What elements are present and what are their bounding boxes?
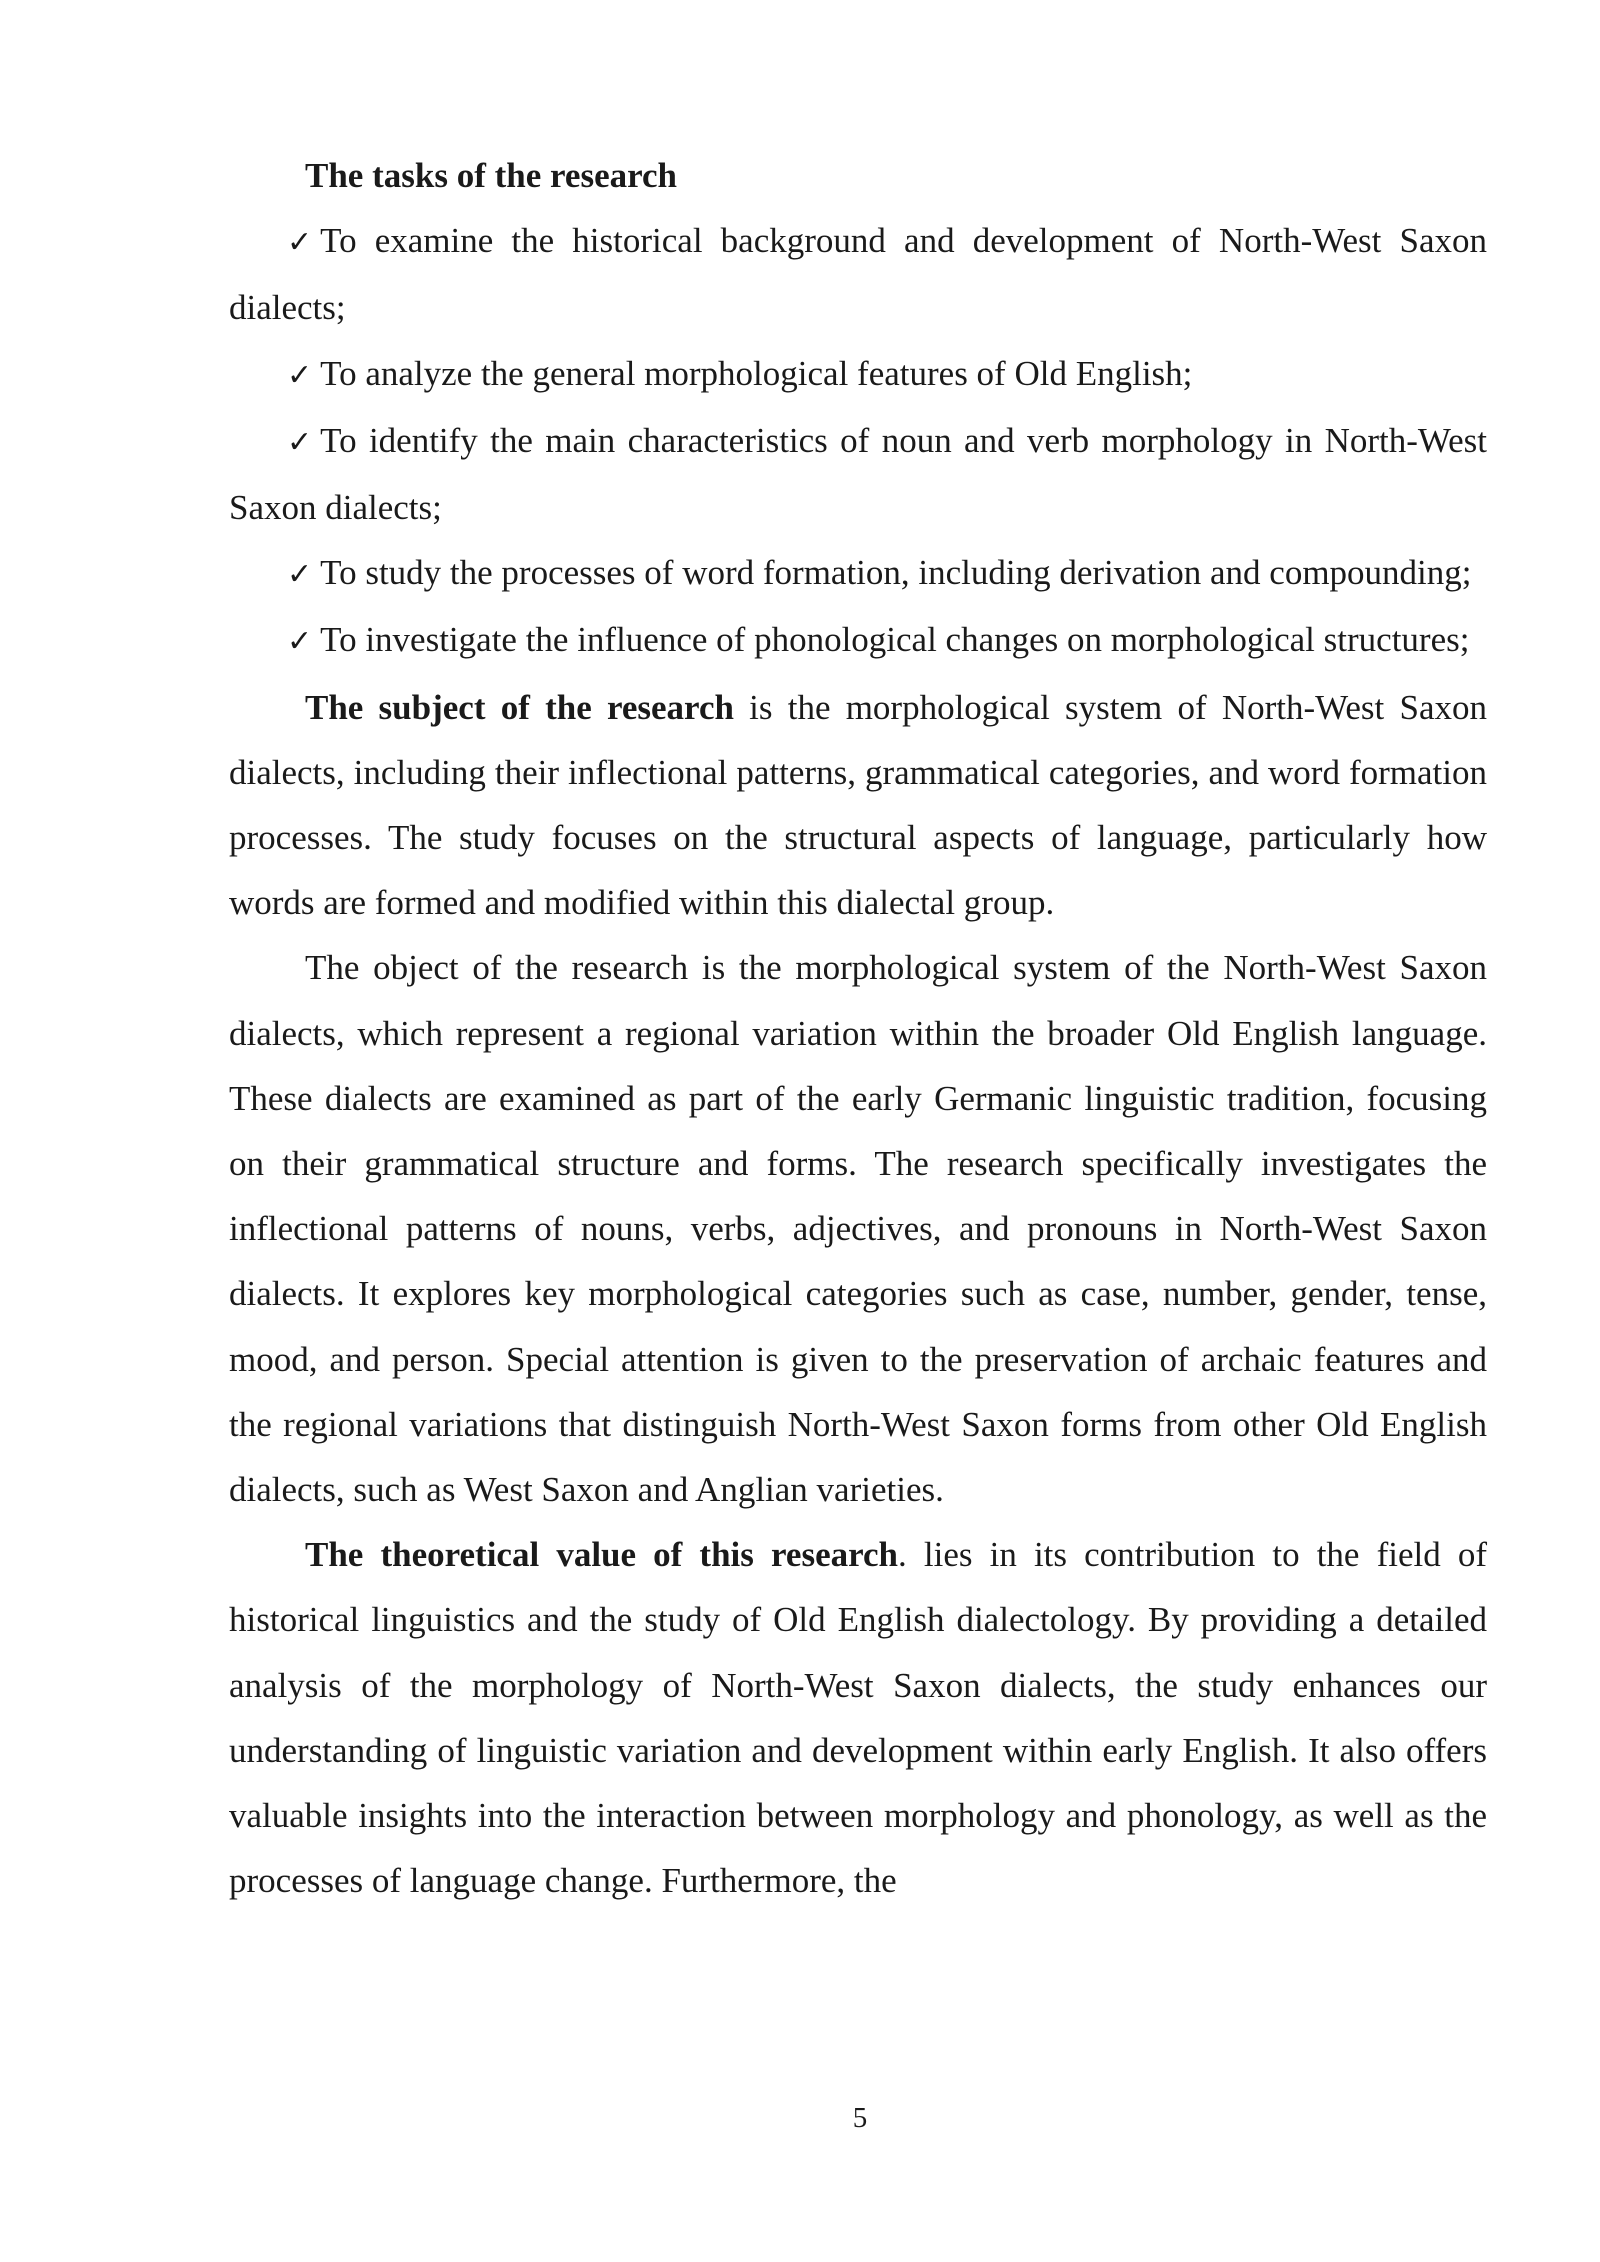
page-number: 5 xyxy=(852,2102,868,2134)
task-item xyxy=(229,408,1487,540)
task-item xyxy=(229,341,1487,408)
task-item xyxy=(229,607,1487,674)
subject-text: is the morphological system of North-West Saxon dialects, including their inflectional patterns, grammatical categories, and word formation processes. The study focuses on the structural aspects of language, particularly how words are formed and modified within this dialectal group. xyxy=(229,687,1487,923)
theoretical-text: . lies in its contribution to the field of historical linguistics and the study of Old English dialectology. By providing a detailed analysis of the morphology of North-West Saxon dialects, the study enhances our understanding of linguistic variation and development within early English. It also offers valuable insights into the interaction between morphology and phonology, as well as the processes of language change. Furthermore, the xyxy=(229,1535,1487,1901)
subject-paragraph xyxy=(229,675,1487,936)
checkmark-icon: ✓ xyxy=(287,225,313,261)
checkmark-icon: ✓ xyxy=(287,424,313,460)
subject-lead: The subject of the research xyxy=(305,687,734,727)
tasks-heading: The tasks of the research xyxy=(305,156,678,195)
theoretical-lead: The theoretical value of this research xyxy=(305,1535,899,1575)
task-item-text: To investigate the influence of phonological changes on morphological structures; xyxy=(320,620,1470,660)
theoretical-paragraph xyxy=(229,1522,1487,1913)
checkmark-icon: ✓ xyxy=(287,624,313,660)
document-page xyxy=(229,143,1487,1913)
task-item-text: To analyze the general morphological features of Old English; xyxy=(320,353,1193,393)
task-item-text: To identify the main characteristics of noun and verb morphology in North-West Saxon dialects; xyxy=(229,420,1487,528)
task-item xyxy=(229,540,1487,607)
task-item xyxy=(229,208,1487,340)
task-item-text: To examine the historical background and development of North-West Saxon dialects; xyxy=(229,221,1487,328)
object-paragraph: The object of the research is the morphological system of the North-West Saxon dialects, which represent a regional variation within the broader Old English language. These dialects are examined as part of the early Germanic linguistic tradition, focusing on their grammatical structure and forms. The research specifically investigates the inflectional patterns of nouns, verbs, adjectives, and pronouns in North-West Saxon dialects. It explores key morphological categories such as case, number, gender, tense, mood, and person. Special attention is given to the preservation of archaic features and the regional variations that distinguish North-West Saxon forms from other Old English dialects, such as West Saxon and Anglian varieties. xyxy=(229,948,1487,1510)
checkmark-icon: ✓ xyxy=(287,357,313,393)
checkmark-icon: ✓ xyxy=(287,557,313,593)
task-item-text: To study the processes of word formation, including derivation and compounding; xyxy=(320,553,1472,593)
